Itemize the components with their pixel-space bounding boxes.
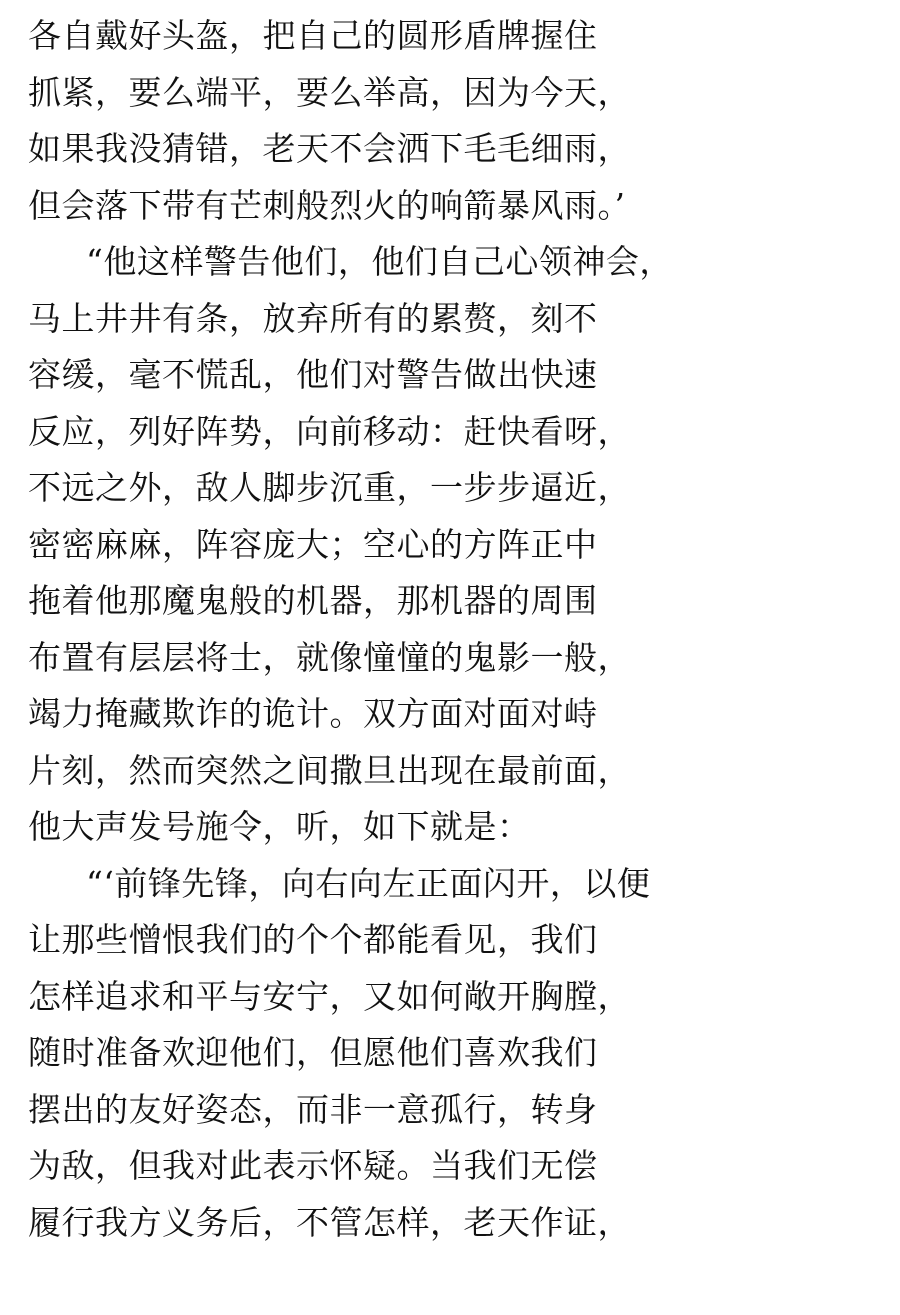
text-line: “‘前锋先锋，向右向左正面闪开，以便	[86, 863, 651, 903]
text-line: 让那些憎恨我们的个个都能看见，我们	[28, 920, 598, 959]
text-line: 但会落下带有芒刺般烈火的响箭暴风雨。’	[28, 185, 626, 225]
text-line: 竭力掩藏欺诈的诡计。双方面对面对峙	[28, 694, 598, 733]
poem-body	[28, 8, 878, 1251]
text-line: 拖着他那魔鬼般的机器，那机器的周围	[28, 581, 598, 620]
text-line: 容缓，毫不慌乱，他们对警告做出快速	[28, 355, 598, 394]
text-line: 反应，列好阵势，向前移动：赶快看呀，	[28, 411, 631, 451]
text-line: 他大声发号施令，听，如下就是：	[28, 807, 531, 846]
text-line: 如果我没猜错，老天不会洒下毛毛细雨，	[28, 129, 631, 168]
text-line: 各自戴好头盔，把自己的圆形盾牌握住	[28, 16, 598, 55]
text-line: 为敌，但我对此表示怀疑。当我们无偿	[28, 1146, 598, 1185]
text-line: 密密麻麻，阵容庞大；空心的方阵正中	[28, 524, 598, 564]
text-line: 片刻，然而突然之间撒旦出现在最前面，	[28, 750, 631, 790]
text-line: 布置有层层将士，就像憧憧的鬼影一般，	[28, 637, 631, 677]
text-line: 摆出的友好姿态，而非一意孤行，转身	[28, 1089, 598, 1129]
text-line: “他这样警告他们，他们自己心领神会，	[86, 242, 673, 281]
text-line: 不远之外，敌人脚步沉重，一步步逼近，	[28, 468, 631, 507]
text-line: 随时准备欢迎他们，但愿他们喜欢我们	[28, 1033, 598, 1072]
text-line: 马上井井有条，放弃所有的累赘，刻不	[28, 298, 598, 338]
text-line: 怎样追求和平与安宁，又如何敞开胸膛，	[28, 976, 631, 1016]
text-line: 履行我方义务后，不管怎样，老天作证，	[28, 1202, 631, 1242]
text-line: 抓紧，要么端平，要么举高，因为今天，	[28, 72, 631, 112]
